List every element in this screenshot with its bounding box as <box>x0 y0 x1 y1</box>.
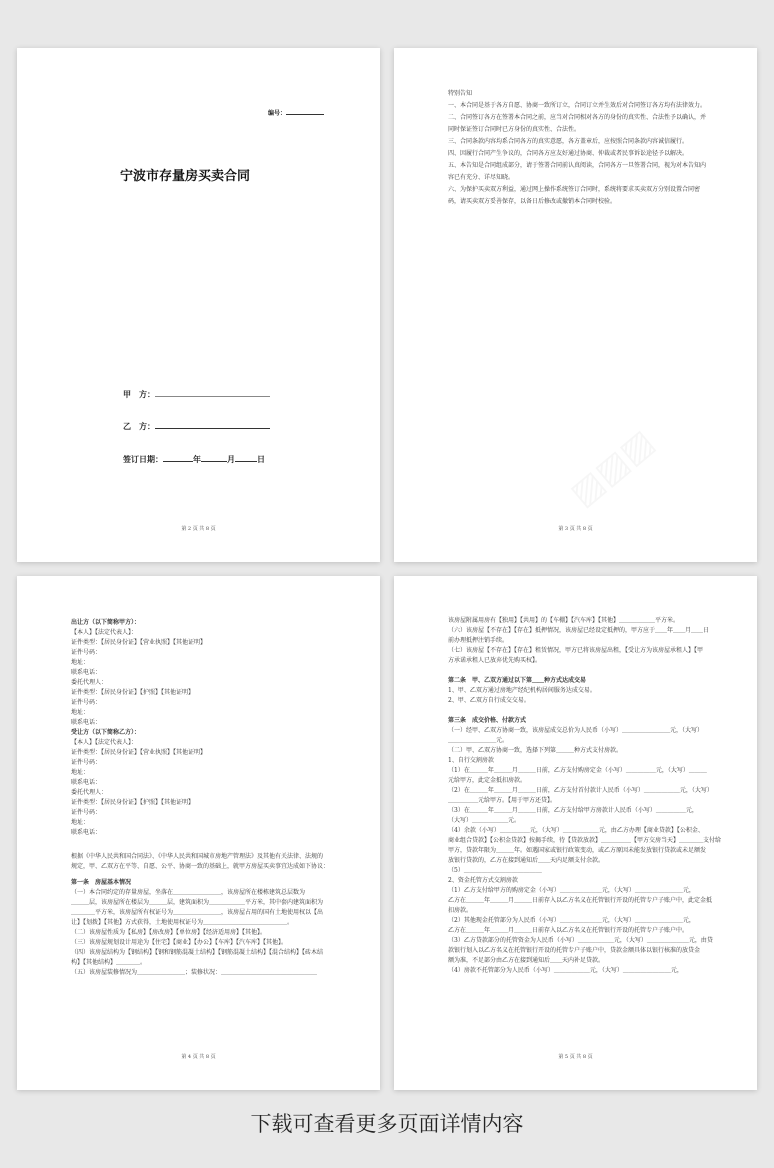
article-1-line: （二）该房屋性质为【私房】【房改房】【单位房】【经济适用房】【其他】。 <box>71 929 267 936</box>
seller-line: 证件类型：【居民身份证】【护照】【其他证明】 <box>71 689 195 696</box>
buyer-line: 证件号码： <box>71 809 102 816</box>
article-1-line: ＿＿＿层，该房屋所在楼层为＿＿＿层，建筑面积为＿＿＿＿＿＿平方米，其中套内建筑面积为 <box>71 899 324 906</box>
article-2-heading: 第二条 甲、乙双方通过以下第＿＿种方式达成交易 <box>448 677 587 684</box>
document-page-2 <box>17 48 380 562</box>
party-a-row <box>123 388 270 400</box>
document-page-5 <box>394 576 757 1090</box>
page-number: 第 3 页 共 8 页 <box>558 526 593 532</box>
contract-title: 宁波市存量房买卖合同 <box>120 169 251 184</box>
article-3-line: （2）在＿＿＿年＿＿＿月＿＿＿日前，乙方支付首付款计人民币（小写）＿＿＿＿＿＿元，（大写） <box>448 787 713 794</box>
seller-line: 证件号码： <box>71 649 102 656</box>
article-1-line: （一）本合同约定的存量房屋，坐落在＿＿＿＿＿＿＿＿，该房屋所在楼栋建筑总层数为 <box>71 889 306 896</box>
preamble-line: 规定，甲、乙双方在平等、自愿、公平、协商一致的基础上，就甲方房屋买卖事宜达成如下协议： <box>71 863 330 870</box>
seller-line: 委托代理人： <box>71 679 108 686</box>
buyer-line: 联系电话： <box>71 779 102 786</box>
clause-line: 方承诺承租人已放弃优先购买权】。 <box>448 657 542 664</box>
page-number: 第 4 页 共 8 页 <box>181 1054 216 1060</box>
article-3-line: 额为准，不足部分由乙方在接到通知后＿＿天内补足贷款。 <box>448 957 605 964</box>
clause-line: 前办理抵押注销手续。 <box>448 637 509 644</box>
article-1-line: （四）该房屋结构为【钢结构】【钢和钢筋混凝土结构】【钢筋混凝土结构】【混合结构】【砖木结 <box>71 949 324 956</box>
article-3-line: （一）经甲、乙双方协商一致，该房屋成交总价为人民币（小写）＿＿＿＿＿＿＿＿元，（大写） <box>448 727 704 734</box>
article-3-line: 扣房款。 <box>448 907 473 914</box>
buyer-line: 证件号码： <box>71 759 102 766</box>
article-1-line: （三）该房屋规划设计用途为【住宅】【商业】【办公】【车库】【汽车库】【其他】。 <box>71 939 288 946</box>
seller-line: 【本人】【法定代表人】： <box>71 629 138 636</box>
articles-section <box>448 616 722 976</box>
article-3-line: （1）乙方支付给甲方的购房定金（小写）＿＿＿＿＿＿＿元，（大写）＿＿＿＿＿＿＿＿元， <box>448 887 695 894</box>
seller-line: 地址： <box>71 659 90 666</box>
notice-line: 二、合同签订各方在签署本合同之前，应当对合同相对各方的身份的真实性、合法性予以确认，并同时保证签订合同时已方身份的真实性、合法性。 <box>448 114 707 133</box>
article-3-line: 2、资金托管方式交割房款 <box>448 877 518 884</box>
notice-line: 五、本告知是合同组成部分，请于签署合同前认真阅读，合同各方一旦签署合同，视为对本告知内容已有充分、详尽知晓。 <box>448 162 707 181</box>
article-3-line: （4）余款（小写）＿＿＿＿＿元，（大写）＿＿＿＿＿＿元，由乙方办理【商业贷款】【公积金、 <box>448 827 704 834</box>
notice-heading: 特别告知 <box>448 90 473 97</box>
article-3-line: （2）其他现金托管部分为人民币（小写）＿＿＿＿＿＿＿元，（大写）＿＿＿＿＿＿＿＿元， <box>448 917 695 924</box>
buyer-line: 证件类型：【居民身份证】【护照】【其他证明】 <box>71 799 195 806</box>
article-3-line: 乙方在＿＿＿年＿＿＿月＿＿＿日前存入以乙方名义在托管银行开设的托管专户子账户中。 <box>448 927 689 934</box>
article-3-line: （二）甲、乙双方协商一致，选择下列第＿＿＿种方式支付房款。 <box>448 747 623 754</box>
clause-line: 该房屋附属用房有【独用】【共用】的【车棚】【汽车库】【其他】＿＿＿＿＿＿平方米。 <box>448 617 680 624</box>
watermark-pattern <box>562 422 662 515</box>
special-notice <box>448 88 710 208</box>
notice-line: 一、本合同是基于各方自愿、协商一致所订立，合同订立并生效后对合同签订各方均有法律效力。 <box>448 102 707 109</box>
page-number: 第 2 页 共 8 页 <box>181 526 216 532</box>
article-3-line: 甲方，贷款年限为＿＿＿年。如遇国家或银行政策变动，或乙方原因未能发放银行贷款或未足额发 <box>448 847 707 854</box>
party-b-blank <box>155 420 270 429</box>
seller-heading: 出让方（以下简称甲方）： <box>71 619 141 626</box>
article-3-line: 元给甲方，此定金抵扣房款。 <box>448 777 527 784</box>
party-b-row <box>123 420 270 432</box>
article-3-line: （3）在＿＿＿年＿＿＿月＿＿＿日前，乙方支付给甲方房款计人民币（小写）＿＿＿＿＿元， <box>448 807 698 814</box>
article-3-heading: 第三条 成交价格、付款方式 <box>448 717 527 724</box>
seller-line: 联系电话： <box>71 669 102 676</box>
article-3-line: 1、自行交割房款 <box>448 757 494 764</box>
buyer-line: 联系电话： <box>71 829 102 836</box>
article-3-line: 放银行贷款的，乙方在接到通知后＿＿天内足额支付余款。 <box>448 857 605 864</box>
party-a-label: 甲 方： <box>123 390 155 399</box>
buyer-heading: 受让方（以下简称乙方）： <box>71 729 141 736</box>
article-3-line: （4）房款不托管部分为人民币（小写）＿＿＿＿＿＿元，（大写）＿＿＿＿＿＿＿＿元， <box>448 967 683 974</box>
document-page-4 <box>17 576 380 1090</box>
seller-line: 证件类型：【居民身份证】【营业执照】【其他证明】 <box>71 639 207 646</box>
article-3-line: 商业组合贷款】【公积金贷款】按揭手续，待【贷款放款】＿＿＿＿＿【甲方交房当天】＿＿＿＿支付给 <box>448 837 722 844</box>
year-label: 年 <box>193 455 201 464</box>
notice-line: 六、为保护买卖双方利益，通过网上操作系统签订合同时，系统将要求买卖双方分别设置合同密码，请买卖双方妥善保存，以备日后修改或撤销本合同时校验。 <box>448 186 701 205</box>
clause-line: （六）该房屋【不存在】【存在】抵押情况，该房屋已经设定抵押的，甲方应于＿＿年＿＿月＿＿日 <box>448 627 710 634</box>
party-b-label: 乙 方： <box>123 422 155 431</box>
seller-line: 地址： <box>71 709 90 716</box>
notice-line: 四、因履行合同产生争议的，合同各方应友好通过协商、仲裁或者民事诉讼途径予以解决。 <box>448 150 689 157</box>
buyer-line: 地址： <box>71 769 90 776</box>
article-1-line: ＿＿＿＿平方米，该房屋所有权证号为＿＿＿＿＿＿＿＿，该房屋占用的国有土地使用权以【出 <box>71 909 324 916</box>
parties-section <box>71 618 333 978</box>
article-1-line: （五）该房屋装修情况为＿＿＿＿＿＿＿＿；装修状况：＿＿＿＿＿＿＿＿＿＿＿＿＿＿＿＿ <box>71 969 318 976</box>
article-3-line: 乙方在＿＿＿年＿＿＿月＿＿＿日前存入以乙方名义在托管银行开设的托管专户子账户中，此定金抵 <box>448 897 713 904</box>
article-1-heading: 第一条 房屋基本情况 <box>71 879 132 886</box>
day-blank <box>235 453 257 462</box>
year-blank <box>163 453 193 462</box>
article-3-line: 款银行划入以乙方名义在托管银行开设的托管专户子账户中，贷款金额具体以银行核准的放贷金 <box>448 947 701 954</box>
contract-number-label: 编号： <box>267 110 286 117</box>
article-2-line: 2、甲、乙双方自行成交交易。 <box>448 697 530 704</box>
notice-line: 三、合同条款内容均系合同各方的真实意愿，各方盖章后，应按照合同条款内容诚信履行。 <box>448 138 689 145</box>
article-1-line: 让】【划拨】【其他】方式获得，土地使用权证号为＿＿＿＿＿＿＿＿＿＿＿＿＿＿。 <box>71 919 294 926</box>
buyer-line: 【本人】【法定代表人】： <box>71 739 138 746</box>
party-a-blank <box>155 388 270 397</box>
month-blank <box>201 453 227 462</box>
article-3-line: ＿＿＿＿＿＿＿＿元。 <box>448 737 509 744</box>
article-1-line: 构】【其他结构】＿＿＿＿。 <box>71 959 147 966</box>
article-2-line: 1、甲、乙双方通过房地产经纪机构居间服务达成交易。 <box>448 687 596 694</box>
article-3-line: （3）乙方贷款部分的托管资金为人民币（小写）＿＿＿＿＿＿元，（大写）＿＿＿＿＿＿＿元，由贷 <box>448 937 713 944</box>
seller-line: 证件号码： <box>71 699 102 706</box>
buyer-line: 地址： <box>71 819 90 826</box>
month-label: 月 <box>227 455 235 464</box>
seller-line: 联系电话： <box>71 719 102 726</box>
article-3-line: ＿＿＿＿＿元给甲方。【用于甲方还贷】。 <box>448 797 557 804</box>
article-3-line: （大写）＿＿＿＿＿＿元。 <box>448 817 521 824</box>
contract-number-blank <box>286 106 324 115</box>
contract-number-field <box>268 106 324 117</box>
article-3-line: （5）＿＿＿＿＿＿＿＿＿＿＿＿＿ <box>448 867 542 874</box>
sign-date-row <box>123 453 265 465</box>
preamble-line: 根据《中华人民共和国合同法》、《中华人民共和国城市房地产管理法》及其他有关法律、法规的 <box>71 853 324 860</box>
buyer-line: 委托代理人： <box>71 789 108 796</box>
download-caption: 下载可查看更多页面详情内容 <box>250 1112 524 1136</box>
article-3-line: （1）在＿＿＿年＿＿＿月＿＿＿日前，乙方支付购房定金（小写）＿＿＿＿＿元，（大写）＿＿＿ <box>448 767 707 774</box>
page-number: 第 5 页 共 8 页 <box>558 1054 593 1060</box>
document-page-3 <box>394 48 757 562</box>
buyer-line: 证件类型：【居民身份证】【营业执照】【其他证明】 <box>71 749 207 756</box>
clause-line: （七）该房屋【不存在】【存在】租赁情况，甲方已将该房屋出租，【受让方为该房屋承租人】【甲 <box>448 647 704 654</box>
day-label: 日 <box>257 455 265 464</box>
sign-date-label: 签订日期： <box>123 455 163 464</box>
